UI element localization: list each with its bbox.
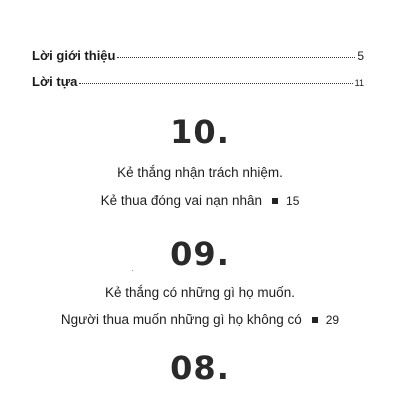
square-bullet-icon	[312, 317, 318, 323]
paper-speck	[132, 270, 133, 271]
toc-entry-introduction	[32, 48, 364, 63]
toc-entry-page: 11	[354, 78, 364, 88]
toc-entry-title: Lời giới thiệu	[32, 48, 116, 63]
chapter-page-number: 29	[325, 313, 340, 327]
chapter-number: 10.	[170, 113, 230, 151]
chapter-subtitle-line-2	[0, 194, 400, 208]
chapter-page-number: 15	[286, 194, 300, 208]
toc-leader-dots	[117, 57, 355, 58]
toc-entry-page: 5	[357, 49, 364, 63]
chapter-subtitle-text: Người thua muốn những gì họ không có	[60, 312, 302, 327]
chapter-subtitle-line-1: Kẻ thắng có những gì họ muốn.	[105, 285, 295, 300]
toc-leader-dots	[79, 83, 352, 84]
chapter-number: 09.	[170, 235, 230, 273]
chapter-subtitle-text: Kẻ thua đóng vai nạn nhân	[100, 193, 263, 208]
chapter-subtitle-line-2	[0, 313, 400, 327]
square-bullet-icon	[272, 198, 278, 204]
toc-entry-preface	[32, 74, 364, 89]
chapter-subtitle-line-1: Kẻ thắng nhận trách nhiệm.	[117, 165, 283, 180]
toc-entry-title: Lời tựa	[32, 74, 78, 89]
chapter-number: 08.	[170, 349, 230, 387]
